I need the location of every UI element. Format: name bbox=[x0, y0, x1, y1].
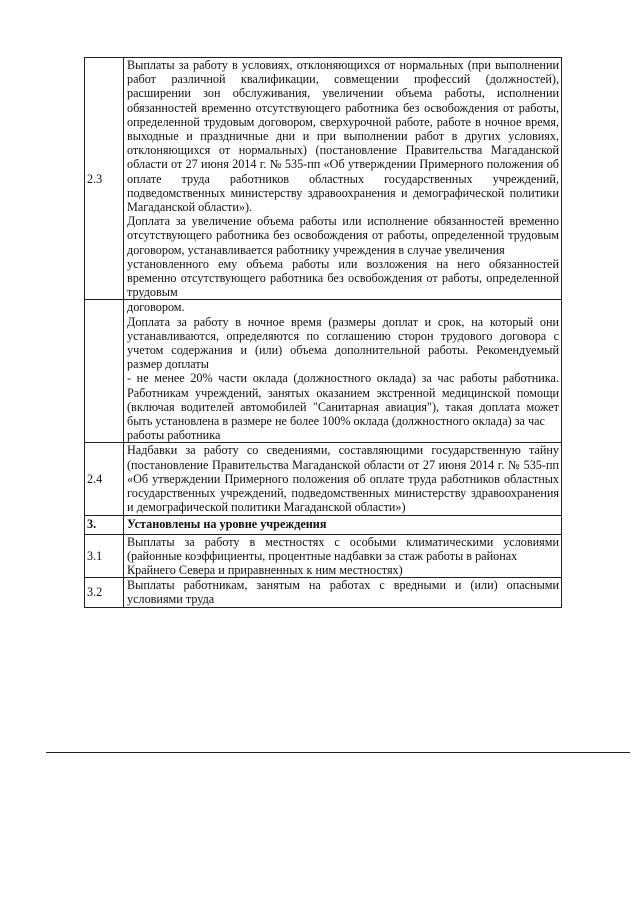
row-text bbox=[124, 58, 562, 300]
row-number bbox=[85, 300, 124, 443]
row-text bbox=[124, 534, 562, 578]
table-row-2-4 bbox=[85, 443, 562, 515]
paragraph: работы работника bbox=[127, 428, 221, 443]
paragraph: Выплаты за работу в условиях, отклоняющихся от нормальных (при выполнении работ различной квалификации, совмещении профессий (должностей), расширении зон обслуживания, увеличении объема работы, исполнении обязанностей временно отсутствующего работника без освобождения от работы, определенной трудовым договором, сверхурочной работе, работе в ночное время, выходные и праздничные дни и при выполнении работ в других условиях, отклоняющихся от нормальных) (постановление Правительства Магаданской области от 27 июня 2014 г. № 535-пп «Об утверждении Примерного положения об оплате труда работников областных государственных учреждений, подведомственных министерству здравоохранения и демографической политики Магаданской области»). bbox=[127, 58, 559, 215]
row-number: 2.4 bbox=[85, 443, 124, 515]
payments-table bbox=[84, 57, 562, 608]
paragraph: Выплаты за работу в местностях с особыми климатическими условиями (районные коэффициенты, процентные надбавки за стаж работы в районах bbox=[127, 534, 559, 563]
section-title: Установлены на уровне учреждения bbox=[124, 515, 562, 534]
row-number: 2.3 bbox=[85, 58, 124, 300]
row-text bbox=[124, 300, 562, 443]
table-row-3-2 bbox=[85, 578, 562, 607]
row-number: 3.1 bbox=[85, 534, 124, 578]
paragraph: Доплата за увеличение объема работы или исполнение обязанностей временно отсутствующего работника без освобождения от работы, определенной трудовым договором, устанавливается работнику учреждения в случае увеличения bbox=[127, 214, 559, 257]
row-text bbox=[124, 443, 562, 515]
payments-table-body bbox=[85, 58, 562, 608]
footer-divider-line bbox=[46, 752, 630, 753]
paragraph: Доплата за работу в ночное время (размеры доплат и срок, на который они устанавливаются, определяются по соглашению сторон трудового договора с учетом содержания и (или) объема дополнительной работы. Рекомендуемый размер доплаты bbox=[127, 314, 559, 372]
paragraph: Надбавки за работу со сведениями, составляющими государственную тайну (постановление Правительства Магаданской области от 27 июня 2014 г. № 535-пп «Об утверждении Примерного положения об оплате труда работников областных государственных учреждений, подведомственных министерству здравоохранения и демографической политики Магаданской области») bbox=[127, 443, 559, 515]
table-row-2-3 bbox=[85, 58, 562, 300]
paragraph: установленного ему объема работы или возложения на него обязанностей временно отсутствующего работника без освобождения от работы, определенной трудовым bbox=[127, 256, 559, 300]
table-row-2-3-continued bbox=[85, 300, 562, 443]
paragraph: договором. bbox=[127, 300, 185, 315]
paragraph: Выплаты работникам, занятым на работах с вредными и (или) опасными условиями труда bbox=[127, 578, 559, 607]
section-number: 3. bbox=[85, 515, 124, 534]
paragraph: Крайнего Севера и приравненных к ним местностях) bbox=[127, 562, 403, 577]
row-text bbox=[124, 578, 562, 607]
table-row-3-1 bbox=[85, 534, 562, 578]
row-number: 3.2 bbox=[85, 578, 124, 607]
paragraph: - не менее 20% части оклада (должностного оклада) за час работы работника. Работникам учреждений, занятых оказанием экстренной медицинской помощи (включая водителей автомобилей "Санитарная авиация"), такая доплата может быть установлена в размере не более 100% оклада (должностного оклада) за час bbox=[127, 371, 559, 429]
table-row-section-3 bbox=[85, 515, 562, 534]
